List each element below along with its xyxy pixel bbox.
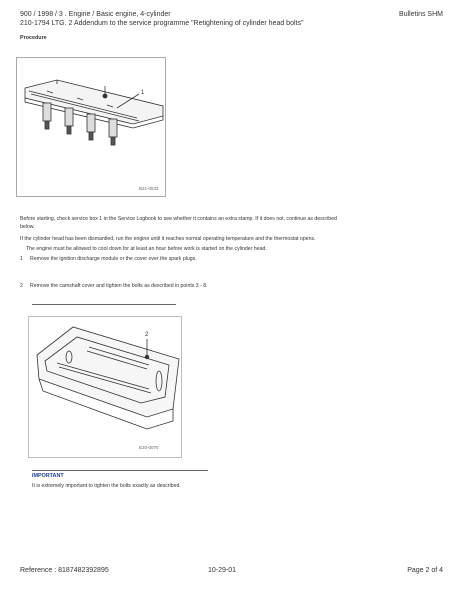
intro-paragraph-line2: below. <box>20 224 35 230</box>
important-text: It is extremely important to tighten the bolts exactly as described. <box>32 483 181 489</box>
important-top-rule <box>32 470 208 471</box>
figure2-ref-code: E20-0070 <box>139 445 159 450</box>
important-label: IMPORTANT <box>32 473 64 479</box>
intro-paragraph-line1: Before starting, check service box 1 in the Service Logbook to see whether it contains an extra stamp. If it does not, continue as described <box>20 216 337 222</box>
figure2-callout: 2 <box>145 332 149 338</box>
figure-ignition-module <box>16 57 166 197</box>
ignition-module-drawing <box>17 58 165 196</box>
cooldown-note: The engine must be allowed to cool down for at least an hour before work is started on the cylinder head. <box>26 246 267 252</box>
document-subtitle: 210-1794 LTG. 2 Addendum to the service programme "Retightening of cylinder head bolts" <box>20 20 304 27</box>
step1-text: Remove the ignition discharge module or the cover over the spark plugs. <box>30 256 197 262</box>
step2-text: Remove the camshaft cover and tighten the bolts as described in points 3 - 8. <box>30 283 208 289</box>
document-title: 900 / 1998 / 3 . Engine / Basic engine, 4-cylinder <box>20 11 171 18</box>
figure1-ref-code: B21-0533 <box>139 186 159 191</box>
figure-camshaft-cover <box>28 316 182 458</box>
footer-page-number: Page 2 of 4 <box>407 567 443 574</box>
figure2-top-rule <box>32 304 176 305</box>
camshaft-cover-drawing <box>29 317 181 457</box>
figure1-callout: 1 <box>141 90 145 96</box>
footer-reference: Reference : 8187482392895 <box>20 567 109 574</box>
step2-marker: 2 <box>20 283 23 289</box>
step1-marker: 1 <box>20 256 23 262</box>
bulletin-source-label: Bulletins SHM <box>399 11 443 18</box>
section-heading: Procedure <box>20 35 47 41</box>
footer-date: 10-29-01 <box>208 567 237 574</box>
dismantled-note: If the cylinder head has been dismantled, run the engine until it reaches normal operating temperature and the thermostat opens. <box>20 236 316 242</box>
